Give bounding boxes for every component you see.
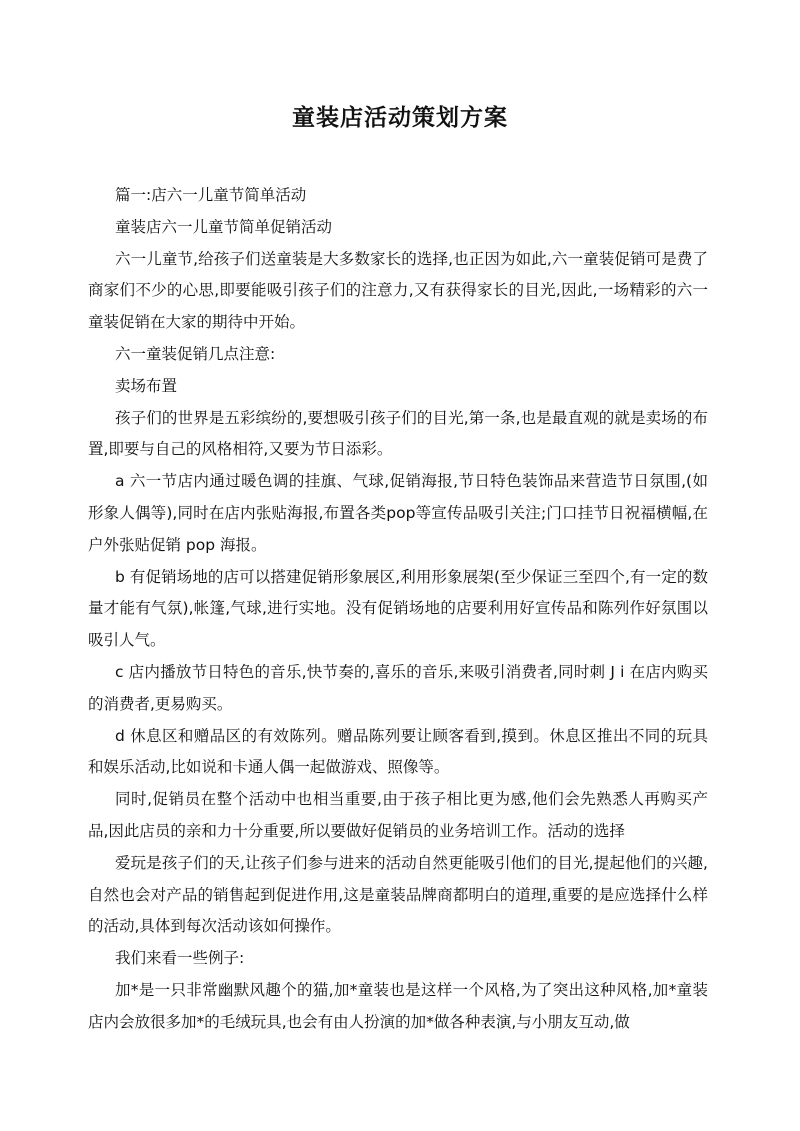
paragraph-store-layout: 孩子们的世界是五彩缤纷的,要想吸引孩子们的目光,第一条,也是最直观的就是卖场的布置,即要与自己的风格相符,又要为节日添彩。 <box>88 408 708 459</box>
subsection-heading: 童装店六一儿童节简单促销活动 <box>115 217 333 236</box>
paragraph-item-d: d 休息区和赠品区的有效陈列。赠品陈列要让顾客看到,摸到。休息区推出不同的玩具和娱乐活动,比如说和卡通人偶一起做游戏、照像等。 <box>88 726 708 777</box>
paragraph-example-garfield: 加*是一只非常幽默风趣个的猫,加*童装也是这样一个风格,为了突出这种风格,加*童装店内会放很多加*的毛绒玩具,也会有由人扮演的加*做各种表演,与小朋友互动,做 <box>88 980 708 1031</box>
paragraph-item-a: a 六一节店内通过暖色调的挂旗、气球,促销海报,节日特色装饰品来营造节日氛围,(如形象人偶等),同时在店内张贴海报,布置各类pop等宣传品吸引关注;门口挂节日祝福横幅,在户外张贴促销 pop 海报。 <box>88 472 708 554</box>
paragraph-activity-choice: 爱玩是孩子们的天,让孩子们参与进来的活动自然更能吸引他们的目光,提起他们的兴趣,自然也会对产品的销售起到促进作用,这是童装品牌商都明白的道理,重要的是应选择什么样的活动,具体到每次活动该如何操作。 <box>88 853 708 936</box>
paragraph-intro: 六一儿童节,给孩子们送童装是大多数家长的选择,也正因为如此,六一童装促销可是费了商家们不少的心思,即要能吸引孩子们的注意力,又有获得家长的目光,因此,一场精彩的六一童装促销在大家的期待中开始。 <box>88 249 708 332</box>
paragraph-examples-heading: 我们来看一些例子: <box>115 949 245 968</box>
section-heading: 篇一:店六一儿童节简单活动 <box>115 186 307 204</box>
paragraph-item-b: b 有促销场地的店可以搭建促销形象展区,利用形象展架(至少保证三至四个,有一定的数量才能有气氛),帐篷,气球,进行实地。没有促销场地的店要利用好宣传品和陈列作好氛围以吸引人气。 <box>88 567 708 650</box>
document-title: 童装店活动策划方案 <box>292 105 508 131</box>
paragraph-item-c: c 店内播放节日特色的音乐,快节奏的,喜乐的音乐,来吸引消费者,同时刺 J i 在店内购买的消费者,更易购买。 <box>88 662 708 713</box>
paragraph-staff: 同时,促销员在整个活动中也相当重要,由于孩子相比更为感,他们会先熟悉人再购买产品,因此店员的亲和力十分重要,所以要做好促销员的业务培训工作。活动的选择 <box>88 790 708 840</box>
paragraph-store-layout-heading: 卖场布置 <box>115 376 178 395</box>
paragraph-notes-heading: 六一童装促销几点注意: <box>115 344 276 363</box>
document-body <box>88 180 708 1039</box>
